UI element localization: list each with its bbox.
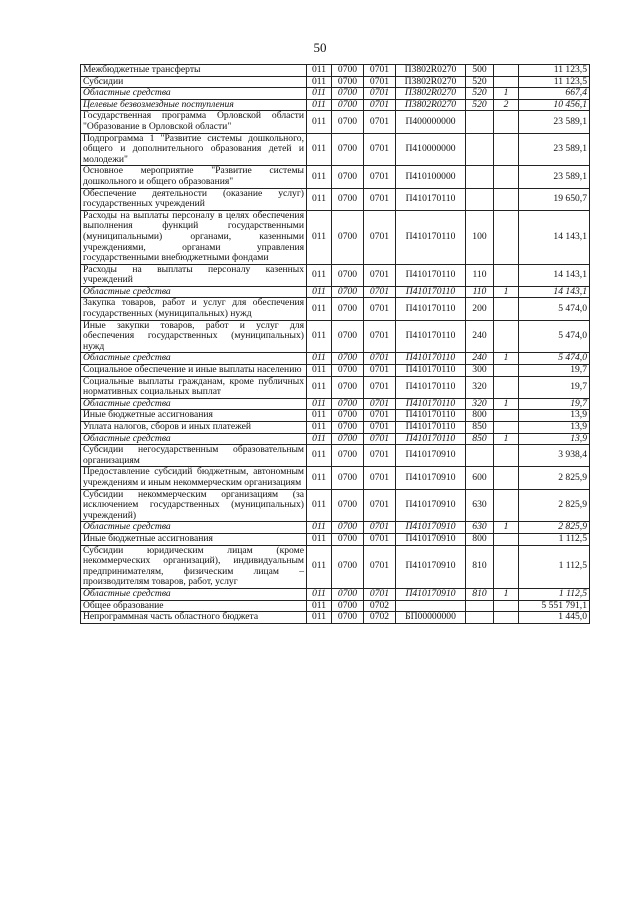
row-ministry-code: 011 [307,467,332,489]
row-subsection-code: 0701 [364,65,396,77]
row-section-code: 0700 [332,111,364,133]
row-target-code: БП00000000 [396,612,466,624]
row-subsection-code: 0701 [364,320,396,353]
row-expense-type-code: 100 [466,210,494,264]
row-amount: 1 112,5 [519,545,590,588]
row-expense-type-code [466,166,494,188]
row-source-code [494,533,519,545]
row-amount: 2 825,9 [519,489,590,522]
row-subsection-code: 0701 [364,99,396,111]
row-expense-type-code: 240 [466,353,494,365]
row-amount: 11 123,5 [519,65,590,77]
row-ministry-code: 011 [307,88,332,100]
row-section-code: 0700 [332,445,364,467]
row-name: Областные средства [81,88,307,100]
row-section-code: 0700 [332,422,364,434]
row-expense-type-code: 110 [466,286,494,298]
row-section-code: 0700 [332,286,364,298]
row-name: Иные бюджетные ассигнования [81,410,307,422]
row-name: Субсидии [81,76,307,88]
row-subsection-code: 0701 [364,533,396,545]
row-source-code [494,166,519,188]
row-source-code [494,612,519,624]
row-amount: 3 938,4 [519,445,590,467]
row-name: Областные средства [81,353,307,365]
row-section-code: 0700 [332,588,364,600]
row-name: Предоставление субсидий бюджетным, автономным учреждениям и иным некоммерческим организациям [81,467,307,489]
row-target-code: П410170110 [396,365,466,377]
row-name: Областные средства [81,433,307,445]
row-amount: 5 474,0 [519,298,590,320]
row-target-code: П410170910 [396,467,466,489]
row-subsection-code: 0701 [364,188,396,210]
row-amount: 13,9 [519,410,590,422]
row-ministry-code: 011 [307,533,332,545]
row-amount: 23 589,1 [519,133,590,166]
row-name: Уплата налогов, сборов и иных платежей [81,422,307,434]
row-name: Социальные выплаты гражданам, кроме публичных нормативных социальных выплат [81,376,307,398]
row-ministry-code: 011 [307,489,332,522]
row-amount: 5 474,0 [519,320,590,353]
row-expense-type-code [466,188,494,210]
row-subsection-code: 0701 [364,76,396,88]
row-target-code: П410170110 [396,298,466,320]
row-name: Государственная программа Орловской области "Образование в Орловской области" [81,111,307,133]
row-amount: 19 650,7 [519,188,590,210]
table-row [81,166,590,188]
row-subsection-code: 0701 [364,410,396,422]
row-ministry-code: 011 [307,286,332,298]
table-row [81,286,590,298]
row-ministry-code: 011 [307,365,332,377]
table-row [81,588,590,600]
row-section-code: 0700 [332,88,364,100]
row-name: Подпрограмма 1 "Развитие системы дошкольного, общего и дополнительного образования детей и молодежи" [81,133,307,166]
row-expense-type-code: 800 [466,410,494,422]
table-row [81,422,590,434]
row-section-code: 0700 [332,99,364,111]
row-ministry-code: 011 [307,353,332,365]
row-expense-type-code: 200 [466,298,494,320]
row-ministry-code: 011 [307,99,332,111]
row-amount: 2 825,9 [519,467,590,489]
row-expense-type-code: 110 [466,264,494,286]
row-name: Субсидии негосударственным образовательным организациям [81,445,307,467]
row-subsection-code: 0701 [364,365,396,377]
row-section-code: 0700 [332,410,364,422]
row-name: Субсидии некоммерческим организациям (за исключением государственных (муниципальных) учреждений) [81,489,307,522]
table-row [81,353,590,365]
row-target-code [396,600,466,612]
row-ministry-code: 011 [307,264,332,286]
row-ministry-code: 011 [307,111,332,133]
row-source-code [494,111,519,133]
row-expense-type-code: 630 [466,522,494,534]
row-source-code: 1 [494,588,519,600]
row-target-code: П410170110 [396,188,466,210]
row-target-code: П410170110 [396,433,466,445]
row-amount: 2 825,9 [519,522,590,534]
row-source-code [494,133,519,166]
row-subsection-code: 0701 [364,133,396,166]
row-subsection-code: 0701 [364,445,396,467]
row-subsection-code: 0701 [364,522,396,534]
row-amount: 11 123,5 [519,76,590,88]
row-amount: 667,4 [519,88,590,100]
row-target-code: П410170910 [396,489,466,522]
row-target-code: П3802R0270 [396,99,466,111]
row-section-code: 0700 [332,612,364,624]
row-source-code: 1 [494,88,519,100]
row-target-code: П410000000 [396,133,466,166]
row-section-code: 0700 [332,398,364,410]
row-target-code: П410170910 [396,588,466,600]
row-section-code: 0700 [332,298,364,320]
row-expense-type-code: 520 [466,76,494,88]
row-source-code [494,489,519,522]
row-ministry-code: 011 [307,433,332,445]
row-name: Областные средства [81,286,307,298]
table-row [81,76,590,88]
table-row [81,365,590,377]
table-row [81,99,590,111]
row-source-code [494,210,519,264]
row-section-code: 0700 [332,545,364,588]
row-subsection-code: 0701 [364,353,396,365]
row-name: Межбюджетные трансферты [81,65,307,77]
row-source-code [494,445,519,467]
row-expense-type-code: 240 [466,320,494,353]
row-expense-type-code: 600 [466,467,494,489]
table-row [81,398,590,410]
row-section-code: 0700 [332,188,364,210]
row-target-code: П3802R0270 [396,88,466,100]
row-target-code: П410170110 [396,398,466,410]
row-ministry-code: 011 [307,188,332,210]
table-row [81,612,590,624]
table-row [81,445,590,467]
row-source-code [494,376,519,398]
row-subsection-code: 0701 [364,264,396,286]
table-row [81,467,590,489]
row-subsection-code: 0701 [364,210,396,264]
row-amount: 23 589,1 [519,166,590,188]
row-ministry-code: 011 [307,298,332,320]
row-expense-type-code: 320 [466,376,494,398]
row-expense-type-code: 810 [466,545,494,588]
row-source-code [494,65,519,77]
row-amount: 19,7 [519,365,590,377]
row-amount: 19,7 [519,376,590,398]
row-source-code [494,410,519,422]
table-row [81,133,590,166]
row-target-code: П3802R0270 [396,76,466,88]
row-ministry-code: 011 [307,445,332,467]
row-amount: 14 143,1 [519,210,590,264]
row-subsection-code: 0701 [364,422,396,434]
row-name: Иные закупки товаров, работ и услуг для обеспечения государственных (муниципальных) нужд [81,320,307,353]
row-source-code [494,545,519,588]
row-ministry-code: 011 [307,166,332,188]
row-name: Социальное обеспечение и иные выплаты населению [81,365,307,377]
table-row [81,600,590,612]
row-name: Общее образование [81,600,307,612]
row-target-code: П410170110 [396,353,466,365]
row-ministry-code: 011 [307,320,332,353]
row-name: Непрограммная часть областного бюджета [81,612,307,624]
table-row [81,264,590,286]
row-name: Областные средства [81,398,307,410]
page-number: 50 [313,40,327,55]
table-row [81,210,590,264]
row-target-code: П410170910 [396,545,466,588]
row-name: Целевые безвозмездные поступления [81,99,307,111]
row-amount: 1 112,5 [519,588,590,600]
row-source-code [494,600,519,612]
row-source-code [494,467,519,489]
row-name: Обеспечение деятельности (оказание услуг) государственных учреждений [81,188,307,210]
row-expense-type-code: 850 [466,422,494,434]
row-amount: 10 456,1 [519,99,590,111]
table-row [81,433,590,445]
row-source-code [494,320,519,353]
row-target-code: П410170110 [396,376,466,398]
row-subsection-code: 0701 [364,111,396,133]
row-source-code [494,188,519,210]
row-target-code: П410100000 [396,166,466,188]
row-name: Субсидии юридическим лицам (кроме некоммерческих организаций), индивидуальным предпринимателям, физическим лицам – производителям товаров, работ, услуг [81,545,307,588]
row-subsection-code: 0701 [364,166,396,188]
budget-table [80,64,590,624]
row-amount: 1 445,0 [519,612,590,624]
row-target-code: П410170910 [396,522,466,534]
row-ministry-code: 011 [307,422,332,434]
row-section-code: 0700 [332,365,364,377]
row-expense-type-code: 520 [466,99,494,111]
row-name: Расходы на выплаты персоналу в целях обеспечения выполнения функций государственными (муниципальными) органами, казенными учреждениями, органами управления государственными внебюджетными фондами [81,210,307,264]
row-target-code: П410170910 [396,445,466,467]
row-amount: 13,9 [519,422,590,434]
row-amount: 13,9 [519,433,590,445]
row-section-code: 0700 [332,76,364,88]
row-amount: 23 589,1 [519,111,590,133]
row-expense-type-code [466,133,494,166]
table-row [81,320,590,353]
row-source-code: 1 [494,433,519,445]
row-name: Областные средства [81,588,307,600]
row-source-code: 1 [494,353,519,365]
table-row [81,489,590,522]
row-source-code [494,365,519,377]
row-section-code: 0700 [332,376,364,398]
row-source-code [494,422,519,434]
row-section-code: 0700 [332,489,364,522]
row-name: Областные средства [81,522,307,534]
row-source-code: 2 [494,99,519,111]
row-section-code: 0700 [332,133,364,166]
row-target-code: П410170110 [396,210,466,264]
row-ministry-code: 011 [307,133,332,166]
row-amount: 5 474,0 [519,353,590,365]
row-subsection-code: 0702 [364,612,396,624]
row-source-code [494,264,519,286]
row-ministry-code: 011 [307,76,332,88]
row-subsection-code: 0702 [364,600,396,612]
row-section-code: 0700 [332,65,364,77]
row-subsection-code: 0701 [364,298,396,320]
row-section-code: 0700 [332,433,364,445]
row-expense-type-code [466,111,494,133]
row-ministry-code: 011 [307,410,332,422]
row-amount: 19,7 [519,398,590,410]
table-row [81,88,590,100]
row-name: Иные бюджетные ассигнования [81,533,307,545]
row-name: Основное мероприятие "Развитие системы дошкольного и общего образования" [81,166,307,188]
row-expense-type-code [466,600,494,612]
row-amount: 14 143,1 [519,286,590,298]
row-name: Закупка товаров, работ и услуг для обеспечения государственных (муниципальных) нужд [81,298,307,320]
row-amount: 14 143,1 [519,264,590,286]
row-target-code: П3802R0270 [396,65,466,77]
row-expense-type-code [466,445,494,467]
row-expense-type-code: 850 [466,433,494,445]
table-row [81,298,590,320]
row-expense-type-code: 810 [466,588,494,600]
table-row [81,188,590,210]
row-section-code: 0700 [332,264,364,286]
row-expense-type-code [466,612,494,624]
row-subsection-code: 0701 [364,545,396,588]
row-subsection-code: 0701 [364,467,396,489]
row-source-code: 1 [494,522,519,534]
table-row [81,111,590,133]
row-target-code: П410170110 [396,320,466,353]
row-expense-type-code: 520 [466,88,494,100]
row-ministry-code: 011 [307,210,332,264]
row-target-code: П410170110 [396,286,466,298]
row-expense-type-code: 800 [466,533,494,545]
row-ministry-code: 011 [307,398,332,410]
row-target-code: П410170110 [396,264,466,286]
row-amount: 5 551 791,1 [519,600,590,612]
row-subsection-code: 0701 [364,489,396,522]
row-subsection-code: 0701 [364,376,396,398]
row-ministry-code: 011 [307,600,332,612]
row-section-code: 0700 [332,353,364,365]
row-ministry-code: 011 [307,612,332,624]
row-target-code: П410170110 [396,422,466,434]
row-expense-type-code: 300 [466,365,494,377]
table-row [81,376,590,398]
table-row [81,533,590,545]
row-ministry-code: 011 [307,376,332,398]
row-section-code: 0700 [332,467,364,489]
row-name: Расходы на выплаты персоналу казенных учреждений [81,264,307,286]
row-section-code: 0700 [332,522,364,534]
row-source-code [494,76,519,88]
row-section-code: 0700 [332,320,364,353]
row-source-code: 1 [494,398,519,410]
row-target-code: П410170110 [396,410,466,422]
row-ministry-code: 011 [307,522,332,534]
table-row [81,522,590,534]
row-target-code: П410170910 [396,533,466,545]
row-subsection-code: 0701 [364,88,396,100]
row-target-code: П400000000 [396,111,466,133]
row-ministry-code: 011 [307,545,332,588]
row-expense-type-code: 320 [466,398,494,410]
row-subsection-code: 0701 [364,433,396,445]
row-subsection-code: 0701 [364,588,396,600]
row-section-code: 0700 [332,210,364,264]
row-subsection-code: 0701 [364,286,396,298]
row-ministry-code: 011 [307,588,332,600]
row-amount: 1 112,5 [519,533,590,545]
table-row [81,545,590,588]
table-row [81,410,590,422]
table-row [81,65,590,77]
row-subsection-code: 0701 [364,398,396,410]
row-section-code: 0700 [332,600,364,612]
row-ministry-code: 011 [307,65,332,77]
row-section-code: 0700 [332,533,364,545]
row-expense-type-code: 630 [466,489,494,522]
row-expense-type-code: 500 [466,65,494,77]
row-source-code [494,298,519,320]
row-section-code: 0700 [332,166,364,188]
row-source-code: 1 [494,286,519,298]
